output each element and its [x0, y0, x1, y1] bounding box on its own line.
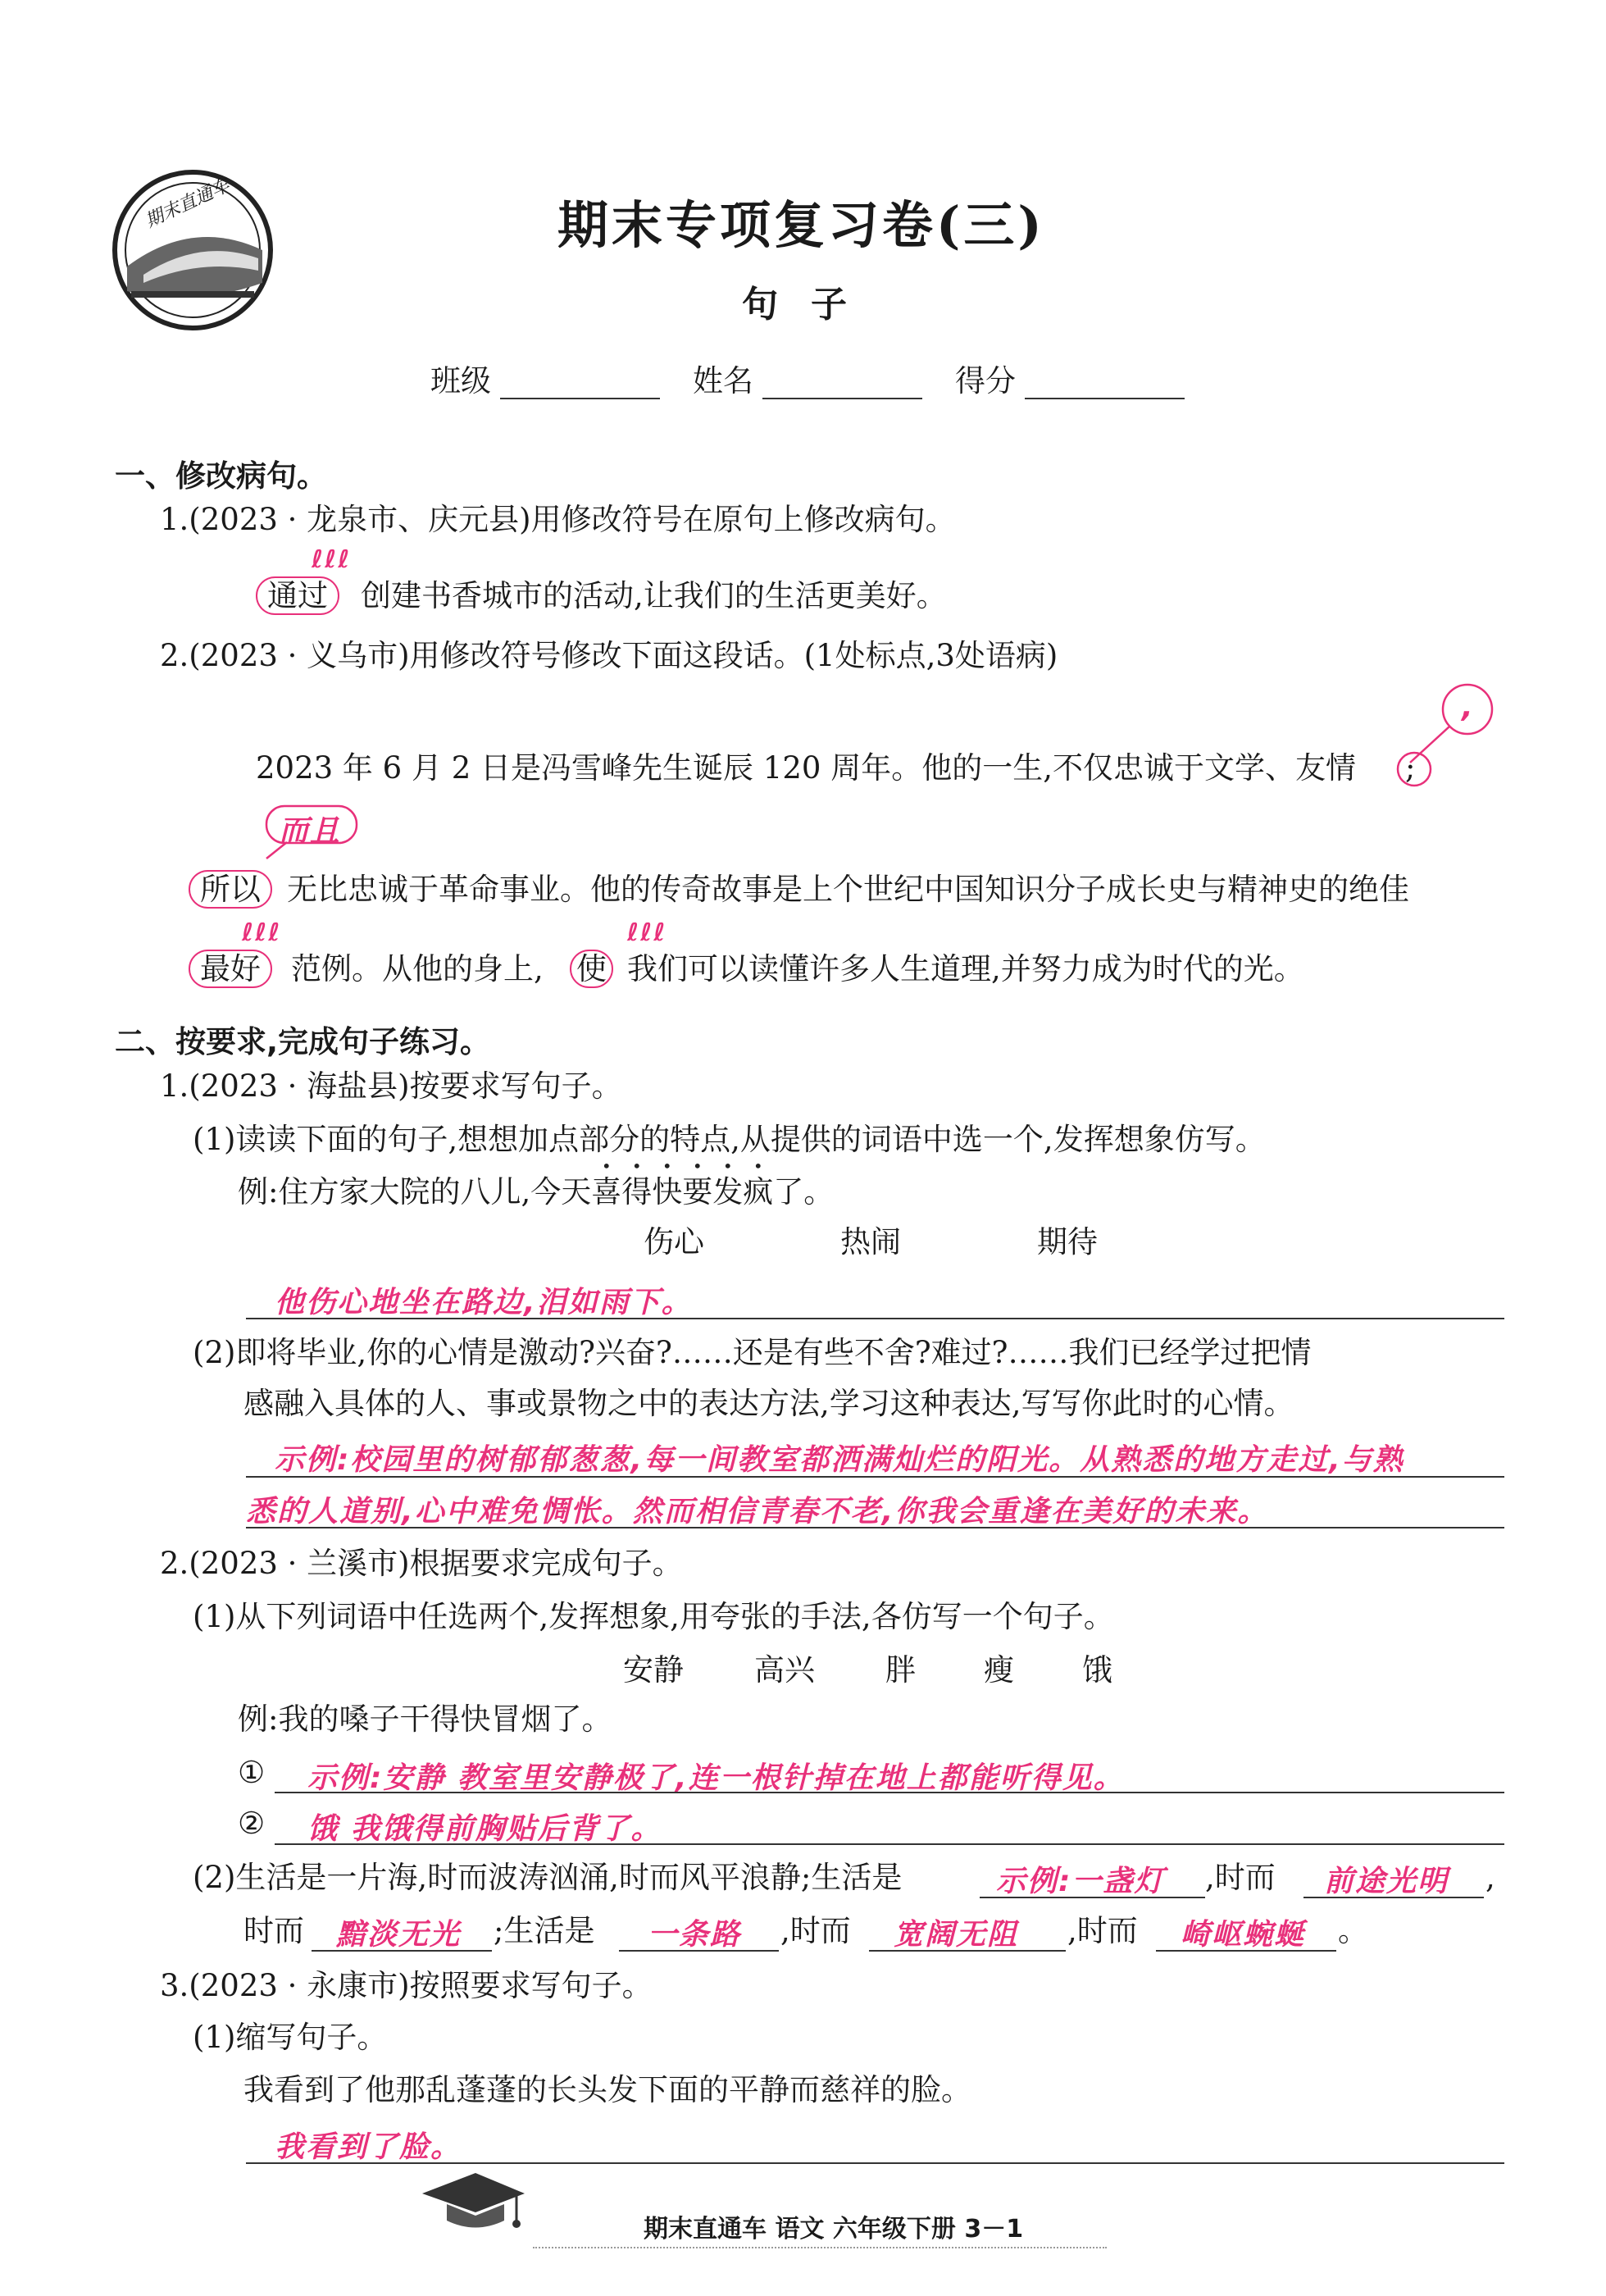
s2-q2-fill4: 一条路: [648, 1918, 742, 1952]
s1-q2-line3b: 我们可以读懂许多人生道理,并努力成为时代的光。: [627, 951, 1304, 986]
section1-heading: 一、修改病句。: [115, 458, 327, 494]
s2-q2-fill6: 崎岖蜿蜒: [1181, 1918, 1306, 1952]
s1-q2-circled-shi: 使: [570, 951, 613, 987]
page-subtitle: 句子: [742, 284, 880, 326]
footer-rule: [533, 2247, 1107, 2248]
s2-q2-p2-a: (2)生活是一片海,时而波涛汹涌,时而风平浪静;生活是: [193, 1860, 903, 1895]
s2-q2-p2-f: ,时而: [780, 1913, 851, 1948]
s2-q1-p1: (1)读读下面的句子,想想加点部分的特点,从提供的词语中选一个,发挥想象仿写。: [193, 1122, 1266, 1157]
s2-q2-p2-e: ;生活是: [494, 1913, 595, 1948]
s2-q1-answer2-rule1[interactable]: [246, 1476, 1504, 1478]
s1-q2-prompt: 2.(2023 · 义乌市)用修改符号修改下面这段话。(1处标点,3处语病): [160, 638, 1058, 673]
s2-q2-p1: (1)从下列词语中任选两个,发挥想象,用夸张的手法,各仿写一个句子。: [193, 1599, 1114, 1634]
s2-q1-answer2-line2: 悉的人道别,心中难免惆怅。然而相信青春不老,你我会重逢在美好的未来。: [246, 1495, 1269, 1528]
s2-q2-word-3: 胖: [885, 1652, 916, 1688]
s2-q2-fill2: 前途光明: [1324, 1865, 1449, 1898]
s1-q1-circled-word: 通过: [256, 578, 339, 614]
s1-q2-line2: 无比忠诚于革命事业。他的传奇故事是上个世纪中国知识分子成长史与精神史的绝佳: [287, 872, 1409, 907]
s2-q2-word-2: 高兴: [754, 1652, 815, 1688]
s2-q2-p2-g: ,时而: [1067, 1913, 1138, 1948]
section2-heading: 二、按要求,完成句子练习。: [115, 1024, 491, 1059]
s1-q1-prompt: 1.(2023 · 龙泉市、庆元县)用修改符号在原句上修改病句。: [160, 502, 956, 537]
s2-q1-prompt: 1.(2023 · 海盐县)按要求写句子。: [160, 1068, 622, 1104]
s2-q1-answer1-line[interactable]: [246, 1318, 1504, 1319]
s2-q2-fill6-line[interactable]: [1156, 1950, 1336, 1952]
logo-seal: [111, 168, 275, 332]
field-name-line[interactable]: [762, 398, 922, 399]
s2-q1-p2-line1: (2)即将毕业,你的心情是激动?兴奋?……还是有些不舍?难过?……我们已经学过把情: [193, 1335, 1312, 1370]
s2-q2-p2-c: ,: [1485, 1860, 1495, 1895]
s1-q2-comma-insert-mark: [1385, 681, 1508, 795]
s2-q2-prompt: 2.(2023 · 兰溪市)根据要求完成句子。: [160, 1546, 683, 1581]
s2-q1-answer2-line1: 示例:校园里的树郁郁葱葱,每一间教室都洒满灿烂的阳光。从熟悉的地方走过,与熟: [275, 1443, 1404, 1477]
page-title: 期末专项复习卷(三): [557, 195, 1045, 255]
field-score-label: 得分: [955, 363, 1016, 399]
s2-q2-fill3: 黯淡无光: [336, 1918, 462, 1952]
s2-q2-marker2: ②: [238, 1806, 266, 1841]
s2-q2-word-4: 瘦: [984, 1652, 1014, 1688]
s1-q1-sentence: 创建书香城市的活动,让我们的生活更美好。: [361, 578, 947, 613]
s1-q2-comma-fix: ,: [1462, 690, 1475, 724]
field-class-line[interactable]: [500, 398, 660, 399]
s1-q2-circled-suoyi: 所以: [189, 872, 272, 908]
s1-q2-loop-mark-2: ℓℓℓ: [627, 918, 667, 947]
s2-q2-p2-h: 。: [1338, 1913, 1368, 1948]
s1-q2-line3a: 范例。从他的身上,: [291, 951, 544, 986]
s2-q2-p2-d: 时而: [243, 1913, 304, 1948]
s2-q2-answer1-line[interactable]: [275, 1792, 1504, 1793]
s1-q2-loop-mark-1: ℓℓℓ: [242, 918, 282, 947]
s2-q2-p2-b: ,时而: [1205, 1860, 1276, 1895]
s2-q2-marker1: ①: [238, 1755, 266, 1790]
s2-q2-example: 例:我的嗓子干得快冒烟了。: [238, 1702, 612, 1737]
graduation-cap-icon: [414, 2165, 529, 2239]
s2-q2-word-1: 安静: [623, 1652, 684, 1688]
s1-q2-semicolon: ;: [1405, 750, 1416, 786]
s2-q1-answer1: 他伤心地坐在路边,泪如雨下。: [275, 1286, 693, 1319]
s1-q2-insert-word: 而且: [279, 814, 342, 848]
s2-q2-fill4-line[interactable]: [619, 1950, 779, 1952]
s2-q2-answer2: 饿 我饿得前胸贴后背了。: [307, 1812, 662, 1846]
s2-q1-word-2: 热闹: [840, 1224, 901, 1260]
s2-q2-fill1-line[interactable]: [980, 1897, 1205, 1898]
s1-q2-circled-zuihao: 最好: [189, 951, 272, 987]
s1-q1-loop-mark: ℓℓℓ: [312, 545, 352, 574]
s2-q2-fill3-line[interactable]: [312, 1950, 492, 1952]
s2-q3-answer-line[interactable]: [246, 2162, 1504, 2164]
s1-q2-line1: 2023 年 6 月 2 日是冯雪峰先生诞辰 120 周年。他的一生,不仅忠诚于文学、友情: [256, 750, 1356, 786]
field-class-label: 班级: [430, 363, 491, 399]
s2-q1-word-1: 伤心: [644, 1224, 704, 1260]
s2-q2-answer2-line[interactable]: [275, 1843, 1504, 1845]
s2-q3-sentence: 我看到了他那乱蓬蓬的长头发下面的平静而慈祥的脸。: [243, 2072, 971, 2107]
s2-q3-prompt: 3.(2023 · 永康市)按照要求写句子。: [160, 1968, 653, 2003]
s2-q1-example-dotted: 喜得快要发疯: [591, 1174, 774, 1210]
field-score-line[interactable]: [1025, 398, 1185, 399]
s2-q2-word-5: 饿: [1082, 1652, 1112, 1688]
s2-q2-fill5-line[interactable]: [869, 1950, 1066, 1952]
s2-q2-fill5: 宽阔无阻: [894, 1918, 1019, 1952]
s2-q2-answer1: 示例:安静 教室里安静极了,连一根针掉在地上都能听得见。: [307, 1761, 1125, 1795]
logo-text: 期末直通车: [142, 175, 233, 232]
s2-q1-example: 例:住方家大院的八儿,今天喜得快要发疯了。: [238, 1174, 835, 1210]
s2-q2-fill1: 示例:一盏灯: [996, 1865, 1166, 1898]
s2-q1-answer2-rule2[interactable]: [246, 1527, 1504, 1528]
s2-q1-word-3: 期待: [1037, 1224, 1098, 1260]
s2-q1-p2-line2: 感融入具体的人、事或景物之中的表达方法,学习这种表达,写写你此时的心情。: [243, 1386, 1294, 1421]
field-name-label: 姓名: [693, 363, 753, 399]
footer-text: 期末直通车 语文 六年级下册 3－1: [644, 2215, 1024, 2244]
s2-q3-p1: (1)缩写句子。: [193, 2020, 388, 2055]
s2-q3-answer: 我看到了脸。: [275, 2130, 462, 2164]
s2-q2-fill2-line[interactable]: [1303, 1897, 1484, 1898]
